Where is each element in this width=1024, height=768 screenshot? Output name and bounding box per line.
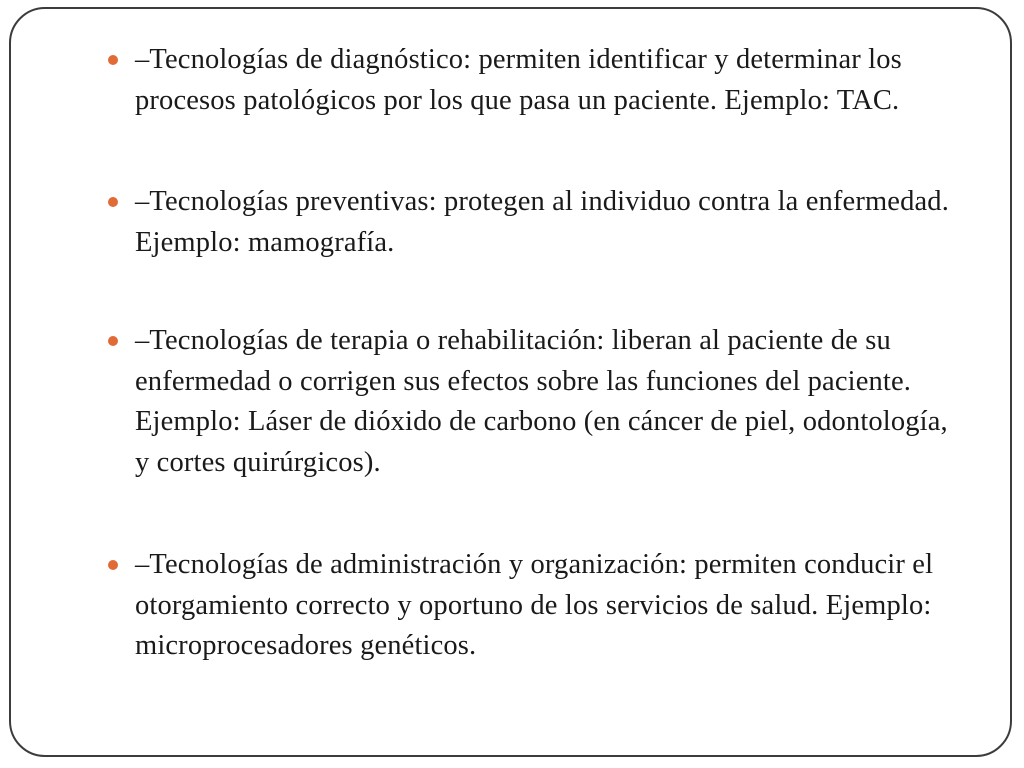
bullet-text-diagnostico: –Tecnologías de diagnóstico: permiten identificar y determinar los procesos patológicos por los que pasa un paciente. Ejemplo: TAC. bbox=[135, 44, 902, 116]
bullet-dot-icon bbox=[108, 197, 118, 207]
slide-frame bbox=[9, 7, 1012, 757]
bullet-text-preventivas: –Tecnologías preventivas: protegen al individuo contra la enfermedad. Ejemplo: mamografía. bbox=[135, 186, 949, 258]
bullet-dot-icon bbox=[108, 336, 118, 346]
bullet-text-administracion: –Tecnologías de administración y organización: permiten conducir el otorgamiento correcto y oportuno de los servicios de salud. Ejemplo: microprocesadores genéticos. bbox=[135, 549, 934, 661]
bullet-dot-icon bbox=[108, 55, 118, 65]
bullet-dot-icon bbox=[108, 560, 118, 570]
bullet-text-terapia: –Tecnologías de terapia o rehabilitación: liberan al paciente de su enfermedad o corrigen sus efectos sobre las funciones del paciente. Ejemplo: Láser de dióxido de carbono (en cáncer de piel, odontología, y cortes quirúrgicos). bbox=[135, 325, 948, 478]
